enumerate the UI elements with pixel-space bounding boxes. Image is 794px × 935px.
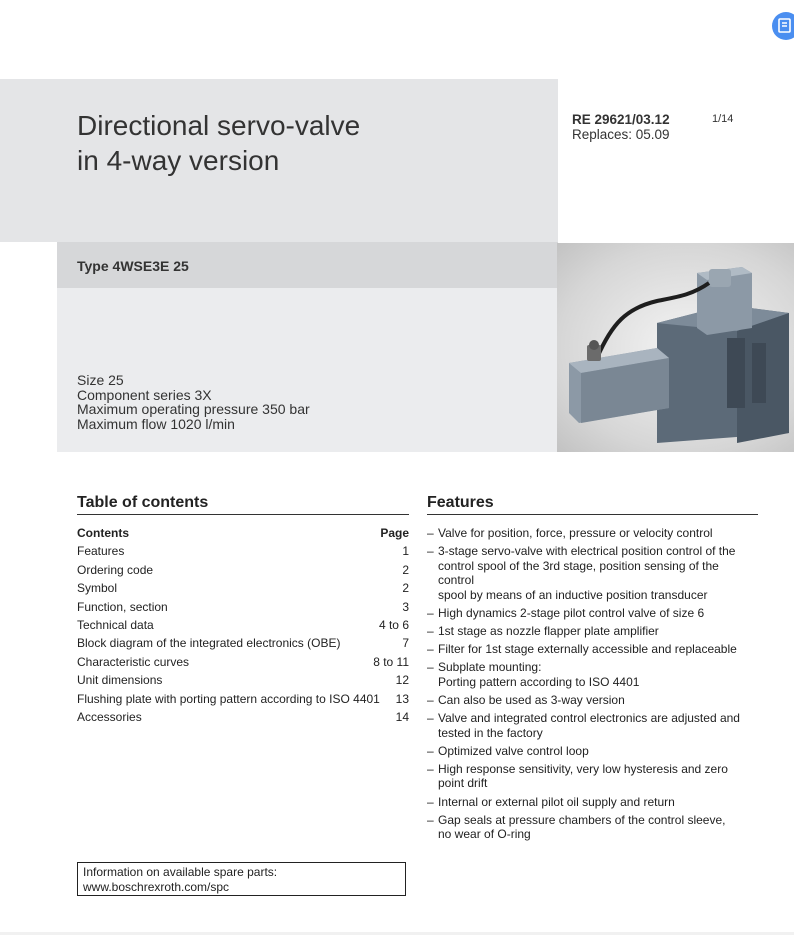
feature-text-line: 3-stage servo-valve with electrical position control of the: [438, 544, 736, 559]
feature-text-line: point drift: [438, 776, 488, 791]
servo-valve-illustration: [557, 243, 794, 452]
feature-text-line: Can also be used as 3-way version: [438, 692, 625, 707]
toc-entry-page: 4 to 6: [378, 617, 409, 632]
feature-text-line: control spool of the 3rd stage, position sensing of the control: [438, 558, 719, 588]
toc-entry-page: 3: [402, 599, 409, 614]
doc-number: RE 29621/03.12: [572, 112, 670, 127]
feature-text-line: Optimized valve control loop: [438, 743, 589, 758]
toc-row[interactable]: [77, 600, 409, 618]
toc-col-contents: Contents: [77, 526, 129, 540]
feature-item: [427, 711, 758, 740]
spare-parts-link[interactable]: www.boschrexroth.com/spc: [83, 880, 230, 894]
feature-text: [438, 526, 758, 541]
feature-bullet: –: [427, 711, 434, 726]
feature-bullet: –: [427, 660, 434, 675]
features-rule: [427, 514, 758, 515]
toc-entry-page: 13: [395, 691, 409, 706]
floating-action-button[interactable]: [772, 12, 794, 40]
toc-row[interactable]: [77, 581, 409, 599]
feature-text-line: Valve and integrated control electronics are adjusted and: [438, 711, 740, 726]
feature-item: [427, 606, 758, 621]
toc-row[interactable]: [77, 544, 409, 562]
toc-entry-page: 14: [395, 709, 409, 724]
toc-entry-page: 8 to 11: [373, 654, 409, 669]
toc-entry-label: Block diagram of the integrated electronics (OBE): [77, 636, 341, 651]
feature-text-line: Valve for position, force, pressure or velocity control: [438, 526, 713, 540]
feature-item: [427, 744, 758, 759]
toc-entry-label: Features: [77, 544, 125, 559]
toc-entry-page: 2: [402, 581, 409, 596]
feature-bullet: –: [427, 605, 434, 620]
spec-series: Component series 3X: [77, 386, 212, 403]
feature-text: [438, 693, 758, 708]
page-number: 1/14: [712, 113, 734, 125]
feature-bullet: –: [427, 812, 434, 827]
feature-text: [438, 795, 758, 810]
feature-item: [427, 762, 758, 791]
feature-text: [438, 544, 758, 602]
toc-row[interactable]: [77, 710, 409, 728]
toc-entry-label: Function, section: [77, 599, 168, 614]
feature-text-line: Filter for 1st stage externally accessible and replaceable: [438, 642, 737, 657]
feature-bullet: –: [427, 692, 434, 707]
spec-flow: Maximum flow 1020 l/min: [77, 415, 235, 432]
feature-text-line: Gap seals at pressure chambers of the control sleeve,: [438, 812, 726, 827]
product-photo: [557, 243, 794, 452]
feature-text-line: no wear of O-ring: [438, 827, 531, 842]
toc-entry-label: Flushing plate with porting pattern according to ISO 4401: [77, 691, 380, 706]
feature-bullet: –: [427, 526, 434, 540]
toc-heading: Table of contents: [77, 494, 209, 511]
spare-parts-text: Information on available spare parts:: [83, 865, 278, 879]
feature-text: [438, 642, 758, 657]
spare-parts-box: [77, 862, 406, 896]
document-icon: [772, 12, 794, 40]
document-title: Directional servo-valve in 4-way version: [77, 110, 361, 176]
feature-bullet: –: [427, 743, 434, 758]
feature-item: [427, 544, 758, 602]
feature-text: [438, 711, 758, 740]
toc-row[interactable]: [77, 673, 409, 691]
toc-entry-label: Technical data: [77, 617, 154, 632]
toc-row[interactable]: [77, 692, 409, 710]
toc-col-page: Page: [380, 526, 409, 540]
toc-row[interactable]: [77, 655, 409, 673]
toc-entry-page: 12: [395, 673, 409, 688]
feature-text: [438, 813, 758, 842]
feature-bullet: –: [427, 544, 434, 559]
feature-bullet: –: [427, 642, 434, 657]
feature-item: [427, 660, 758, 689]
toc-entry-label: Unit dimensions: [77, 673, 163, 688]
replaces-note: Replaces: 05.09: [572, 127, 670, 142]
toc-entry-page: 7: [402, 636, 409, 651]
toc-row[interactable]: [77, 563, 409, 581]
feature-text-line: spool by means of an inductive position transducer: [438, 587, 708, 602]
spec-pressure: Maximum operating pressure 350 bar: [77, 401, 310, 417]
feature-text-line: Internal or external pilot oil supply and return: [438, 794, 675, 809]
type-label: Type 4WSE3E 25: [77, 258, 189, 274]
toc-entry-label: Symbol: [77, 581, 118, 596]
feature-item: [427, 693, 758, 708]
toc-entry-label: Ordering code: [77, 562, 154, 577]
feature-item: [427, 795, 758, 810]
toc-entry-page: 2: [402, 562, 409, 577]
toc-entry-label: Accessories: [77, 709, 142, 724]
feature-text: [438, 762, 758, 791]
feature-text-line: High dynamics 2-stage pilot control valve of size 6: [438, 605, 705, 620]
features-heading: Features: [427, 494, 494, 511]
feature-text: [438, 660, 758, 689]
feature-text: [438, 624, 758, 639]
feature-item: [427, 526, 758, 541]
table-of-contents: [77, 526, 409, 728]
feature-item: [427, 642, 758, 657]
toc-header-row: [77, 526, 409, 544]
feature-item: [427, 813, 758, 842]
feature-bullet: –: [427, 761, 434, 776]
toc-entry-page: 1: [402, 544, 409, 559]
feature-text-line: 1st stage as nozzle flapper plate amplifier: [438, 624, 659, 639]
feature-item: [427, 624, 758, 639]
spec-size: Size 25: [77, 372, 124, 388]
feature-bullet: –: [427, 624, 434, 639]
toc-rule: [77, 514, 409, 515]
feature-text-line: Porting pattern according to ISO 4401: [438, 674, 640, 689]
feature-text-line: tested in the factory: [438, 725, 543, 740]
feature-text: [438, 744, 758, 759]
feature-text: [438, 606, 758, 621]
feature-bullet: –: [427, 794, 434, 809]
document-reference: [572, 112, 670, 142]
features-list: [427, 526, 758, 845]
feature-text-line: Subplate mounting:: [438, 660, 542, 675]
spec-list: [77, 373, 310, 431]
feature-text-line: High response sensitivity, very low hysteresis and zero: [438, 761, 728, 776]
toc-entry-label: Characteristic curves: [77, 654, 190, 669]
toc-row[interactable]: [77, 636, 409, 654]
toc-row[interactable]: [77, 618, 409, 636]
